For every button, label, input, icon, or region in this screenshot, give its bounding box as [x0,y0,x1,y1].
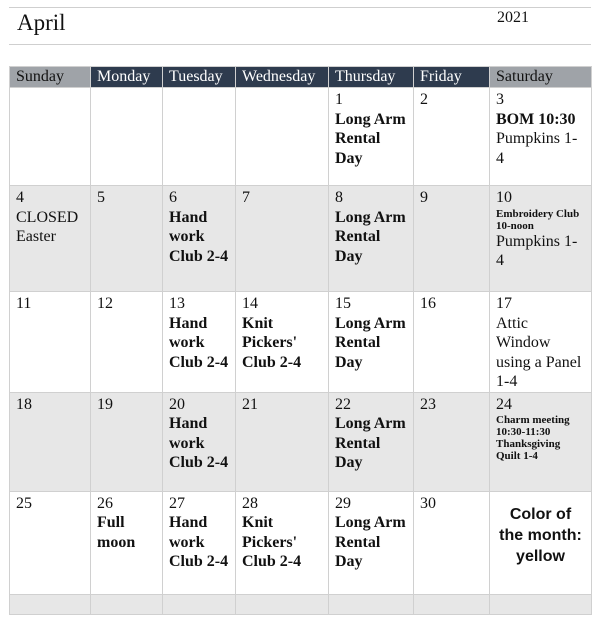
day-cell-empty[interactable] [414,594,490,614]
header-rule [9,44,591,45]
day-number: 2 [420,91,428,108]
day-cell[interactable] [236,186,329,292]
weekday-sunday: Sunday [10,67,91,88]
day-number: 19 [97,395,113,413]
day-cell[interactable] [10,292,91,393]
day-cell-empty[interactable] [91,88,163,186]
day-cell-empty[interactable] [236,594,329,614]
week-row [10,392,592,491]
day-cell[interactable] [236,491,329,594]
day-number: 13 [169,295,185,312]
calendar-grid [9,66,592,615]
day-cell[interactable] [490,491,592,594]
day-cell[interactable] [414,392,490,491]
day-number: 7 [242,189,250,206]
day-number: 24 [496,395,512,413]
day-cell[interactable] [414,491,490,594]
day-cell[interactable] [490,292,592,393]
day-number: 14 [242,295,258,312]
day-cell[interactable] [163,491,236,594]
weekday-tuesday: Tuesday [163,67,236,88]
day-cell-empty[interactable] [329,594,414,614]
weekday-saturday: Saturday [490,67,592,88]
day-cell[interactable] [329,186,414,292]
day-number: 8 [335,189,343,206]
event-text: Thanksgiving Quilt 1-4 [496,438,561,462]
day-cell[interactable] [414,186,490,292]
week-row [10,186,592,292]
month-title: April [17,10,66,35]
day-number: 29 [335,494,351,512]
event-text: CLOSED [16,208,79,226]
day-number: 25 [16,494,32,512]
event-text: Attic Window using a Panel 1-4 [496,314,582,390]
day-number: 11 [16,295,32,312]
day-number: 9 [420,189,428,206]
day-cell-empty[interactable] [236,88,329,186]
day-cell[interactable] [329,88,414,186]
day-number: 3 [496,91,504,108]
day-number: 26 [97,494,113,512]
day-cell[interactable] [236,392,329,491]
event-text: Long Arm Rental Day [335,415,406,471]
event-text: Full moon [97,514,136,551]
day-number: 22 [335,395,351,413]
event-text: Knit Pickers' Club 2-4 [242,514,302,570]
day-cell[interactable] [329,292,414,393]
day-cell-empty[interactable] [91,594,163,614]
day-number: 17 [496,295,512,312]
day-cell[interactable] [490,392,592,491]
day-cell[interactable] [91,491,163,594]
event-text: Long Arm Rental Day [335,314,406,371]
event-text: Hand work Club 2-4 [169,415,229,471]
day-cell[interactable] [163,186,236,292]
event-text: Pumpkins 1-4 [496,130,578,167]
year-label: 2021 [497,9,529,26]
day-number: 12 [97,295,113,312]
event-text: Long Arm Rental Day [335,514,406,570]
week-row [10,491,592,594]
event-text: Hand work Club 2-4 [169,314,229,371]
event-text: Embroidery Club 10-noon [496,207,580,232]
day-cell-empty[interactable] [163,594,236,614]
day-cell[interactable] [10,392,91,491]
week-row-empty [10,594,592,614]
day-number: 21 [242,395,258,413]
weekday-friday: Friday [414,67,490,88]
day-cell[interactable] [236,292,329,393]
day-number: 1 [335,91,343,108]
week-row [10,88,592,186]
event-text: Charm meeting 10:30-11:30 [496,414,570,438]
day-cell-empty[interactable] [10,594,91,614]
day-number: 15 [335,295,351,312]
day-number: 23 [420,395,436,413]
event-text: Hand work Club 2-4 [169,514,229,570]
day-cell[interactable] [414,88,490,186]
day-cell[interactable] [91,392,163,491]
day-cell[interactable] [329,491,414,594]
day-number: 18 [16,395,32,413]
day-number: 20 [169,395,185,413]
weekday-wednesday: Wednesday [236,67,329,88]
day-number: 5 [97,189,105,206]
day-number: 28 [242,494,258,512]
day-cell[interactable] [163,292,236,393]
day-cell[interactable] [329,392,414,491]
day-cell[interactable] [490,186,592,292]
day-number: 6 [169,189,177,206]
day-cell-empty[interactable] [163,88,236,186]
day-number: 16 [420,295,436,312]
day-number: 27 [169,494,185,512]
day-cell-empty[interactable] [10,88,91,186]
event-text: Pumpkins 1-4 [496,232,578,269]
day-cell[interactable] [163,392,236,491]
event-text: Knit Pickers' Club 2-4 [242,314,302,371]
top-rule [9,7,591,8]
day-cell-empty[interactable] [490,594,592,614]
event-text: Long Arm Rental Day [335,208,406,265]
day-number: 10 [496,189,512,206]
weekday-monday: Monday [91,67,163,88]
day-cell[interactable] [10,491,91,594]
day-cell[interactable] [91,186,163,292]
week-row [10,292,592,393]
day-cell[interactable] [10,186,91,292]
event-text: Easter [16,228,56,245]
day-number: 30 [420,494,436,512]
day-cell[interactable] [414,292,490,393]
event-text: BOM 10:30 [496,110,576,128]
day-cell[interactable] [91,292,163,393]
color-of-month-note: Color of the month: yellow [499,505,582,565]
event-text: Hand work Club 2-4 [169,208,229,265]
weekday-thursday: Thursday [329,67,414,88]
day-cell[interactable] [490,88,592,186]
day-number: 4 [16,189,24,206]
event-text: Long Arm Rental Day [335,110,406,167]
